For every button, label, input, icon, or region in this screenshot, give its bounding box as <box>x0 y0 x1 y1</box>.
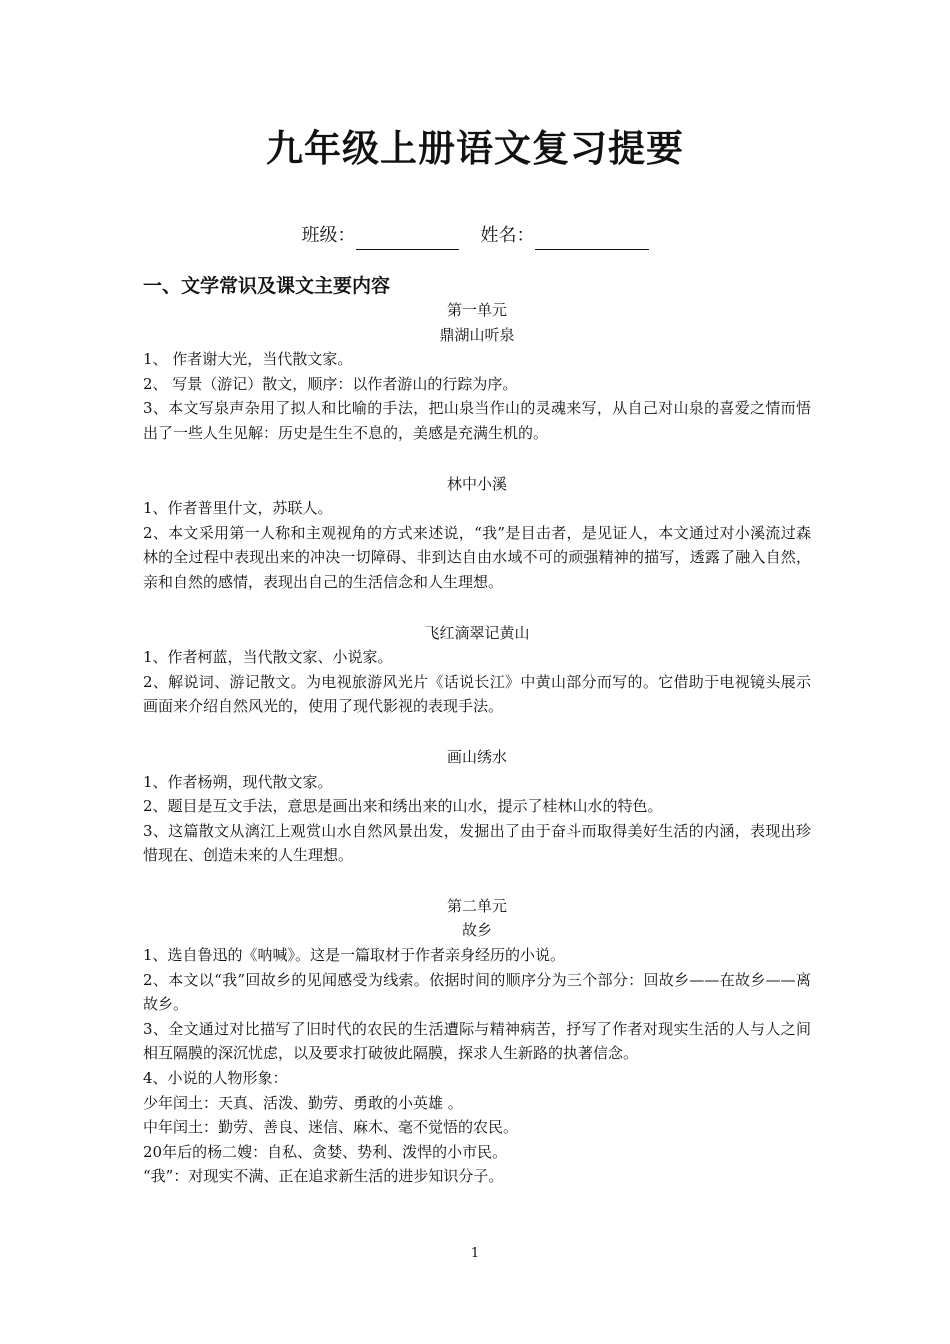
class-label: 班级： <box>301 225 356 246</box>
paragraph: 2、题目是互文手法，意思是画出来和绣出来的山水，提示了桂林山水的特色。 <box>143 797 663 816</box>
paragraph: 中年闰土：勤劳、善良、迷信、麻木、毫不觉悟的农民。 <box>143 1118 519 1137</box>
paragraph: “我”：对现实不满、正在追求新生活的进步知识分子。 <box>143 1167 504 1186</box>
lesson-title: 林中小溪 <box>446 474 507 493</box>
paragraph: 2、本文以“我”回故乡的见闻感受为线索。依据时间的顺序分为三个部分：回故乡——在故乡——离故乡。 <box>143 970 811 1014</box>
paragraph: 3、全文通过对比描写了旧时代的农民的生活遭际与精神病苦，抒写了作者对现实生活的人与人之间相互隔膜的深沉忧虑，以及要求打破彼此隔膜，探求人生新路的执著信念。 <box>143 1019 811 1063</box>
paragraph: 4、小说的人物形象： <box>143 1069 288 1088</box>
paragraph: 20年后的杨二嫂：自私、贪婪、势利、泼悍的小市民。 <box>143 1142 508 1161</box>
unit-heading: 第二单元 <box>446 896 507 915</box>
paragraph: 2、 写景（游记）散文，顺序：以作者游山的行踪为序。 <box>143 374 518 393</box>
document-body <box>143 298 811 1189</box>
class-blank[interactable] <box>356 229 459 250</box>
lesson-title: 画山绣水 <box>446 747 507 766</box>
page-number: 1 <box>470 1246 480 1261</box>
section-heading: 一、文学常识及课文主要内容 <box>143 275 391 297</box>
paragraph: 1、作者杨朔，现代散文家。 <box>143 772 333 791</box>
name-blank[interactable] <box>535 229 649 250</box>
paragraph: 1、作者普里什文，苏联人。 <box>143 499 333 518</box>
paragraph: 2、解说词、游记散文。为电视旅游风光片《话说长江》中黄山部分而写的。它借助于电视镜头展示画面来介绍自然风光的，使用了现代影视的表现手法。 <box>143 672 811 716</box>
lesson-title: 飞红滴翠记黄山 <box>424 623 530 642</box>
paragraph: 1、作者柯蓝，当代散文家、小说家。 <box>143 648 393 667</box>
lesson-title: 故乡 <box>461 921 492 940</box>
paragraph: 1、选自鲁迅的《呐喊》。这是一篇取材于作者亲身经历的小说。 <box>143 946 566 965</box>
paragraph: 1、 作者谢大光，当代散文家。 <box>143 350 353 369</box>
unit-heading: 第一单元 <box>446 301 507 319</box>
paragraph: 少年闰土：天真、活泼、勤劳、勇敢的小英雄 。 <box>143 1093 463 1112</box>
paragraph: 3、这篇散文从漓江上观赏山水自然风景出发，发掘出了由于奋斗而取得美好生活的内涵，表现出珍惜现在、创造未来的人生理想。 <box>143 821 811 865</box>
paragraph: 3、本文写泉声杂用了拟人和比喻的手法，把山泉当作山的灵魂来写，从自己对山泉的喜爱之情而悟出了一些人生见解：历史是生生不息的，美感是充满生机的。 <box>143 399 811 442</box>
lesson-title: 鼎湖山听泉 <box>439 325 515 344</box>
name-label: 姓名： <box>480 225 535 246</box>
paragraph: 2、本文采用第一人称和主观视角的方式来述说，“我”是目击者，是见证人，本文通过对小溪流过森林的全过程中表现出来的冲决一切障碍、非到达自由水域不可的顽强精神的描写，透露了融入自然，亲和自然的感情，表现出自己的生活信念和人生理想。 <box>143 523 811 591</box>
class-name-line <box>0 222 950 250</box>
page-title: 九年级上册语文复习提要 <box>266 127 684 170</box>
